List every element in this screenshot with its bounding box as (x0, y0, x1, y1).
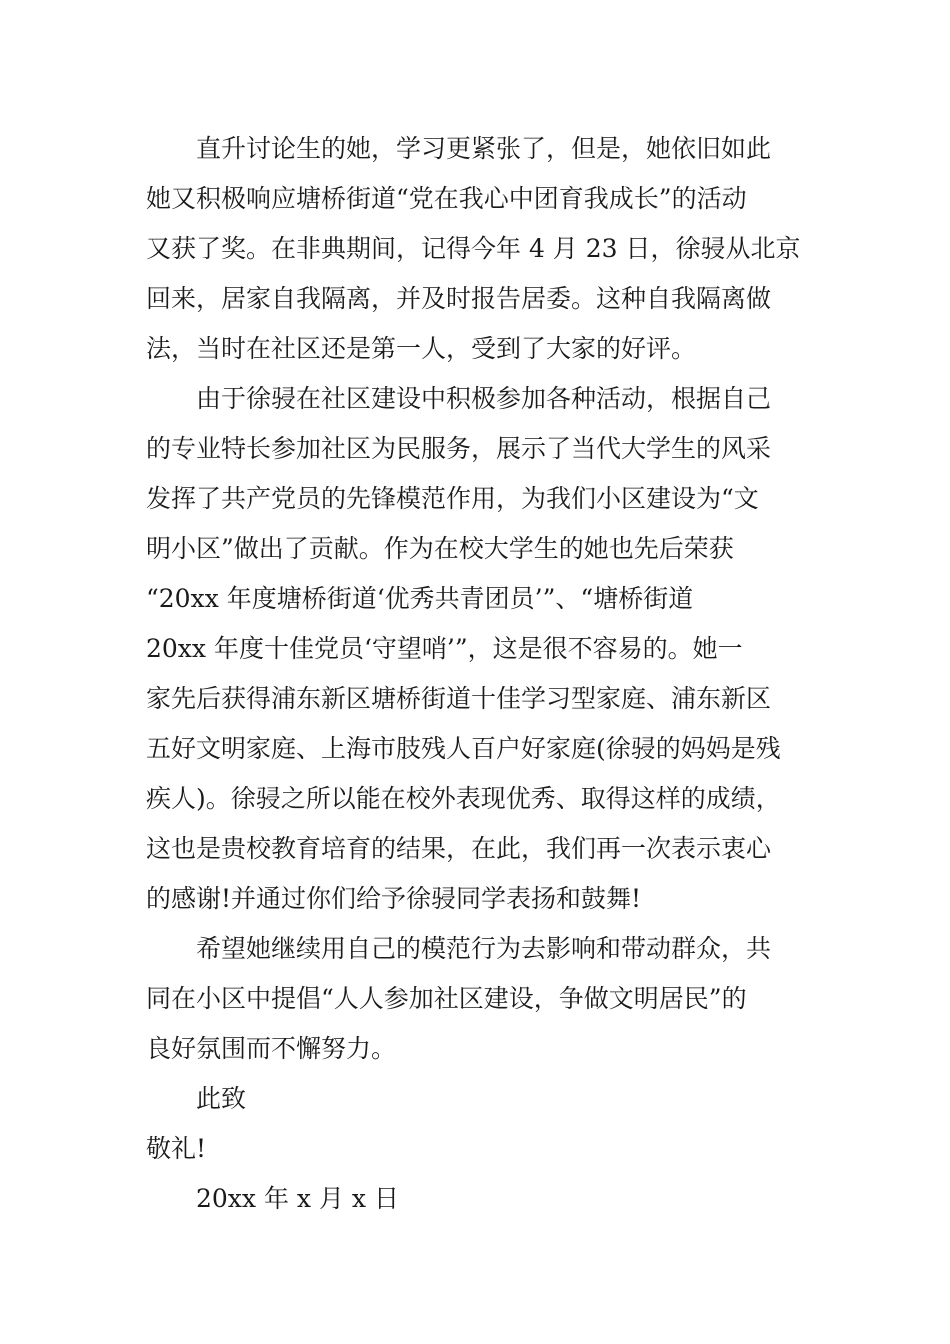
paragraph-line: 发挥了共产党员的先锋模范作用，为我们小区建设为“文 (146, 484, 759, 513)
paragraph-line: 疾人)。徐骎之所以能在校外表现优秀、取得这样的成绩， (146, 784, 781, 813)
paragraph-line: 家先后获得浦东新区塘桥街道十佳学习型家庭、浦东新区 (146, 684, 772, 713)
paragraph-line: 又获了奖。在非典期间，记得今年 4 月 23 日，徐骎从北京 (146, 234, 801, 263)
paragraph-line: 五好文明家庭、上海市肢残人百户好家庭(徐骎的妈妈是残 (146, 734, 781, 763)
paragraph-line: 20xx 年度十佳党员‘守望哨’”，这是很不容易的。她一 (146, 634, 743, 663)
closing-salutation: 此致 (196, 1084, 247, 1113)
paragraph-line: 同在小区中提倡“人人参加社区建设，争做文明居民”的 (146, 984, 747, 1013)
letter-date: 20xx 年 x 月 x 日 (196, 1184, 399, 1213)
paragraph-line: 她又积极响应塘桥街道“党在我心中团育我成长”的活动 (146, 184, 747, 213)
paragraph-line: 回来，居家自我隔离，并及时报告居委。这种自我隔离做 (146, 284, 772, 313)
paragraph-line: 良好氛围而不懈努力。 (146, 1034, 397, 1063)
paragraph-line: 明小区”做出了贡献。作为在校大学生的她也先后荣获 (146, 534, 734, 563)
paragraph-line: 直升讨论生的她，学习更紧张了，但是，她依旧如此 (196, 134, 772, 163)
paragraph-line: 这也是贵校教育培育的结果，在此，我们再一次表示衷心 (146, 834, 772, 863)
closing-regards: 敬礼! (146, 1134, 207, 1163)
paragraph-line: 由于徐骎在社区建设中积极参加各种活动，根据自己 (196, 384, 772, 413)
paragraph-line: 法，当时在社区还是第一人，受到了大家的好评。 (146, 334, 697, 363)
paragraph-line: 的感谢!并通过你们给予徐骎同学表扬和鼓舞! (146, 884, 642, 913)
paragraph-line: “20xx 年度塘桥街道‘优秀共青团员’”、“塘桥街道 (146, 584, 694, 613)
paragraph-line: 的专业特长参加社区为民服务，展示了当代大学生的风采 (146, 434, 772, 463)
paragraph-line: 希望她继续用自己的模范行为去影响和带动群众，共 (196, 934, 772, 963)
